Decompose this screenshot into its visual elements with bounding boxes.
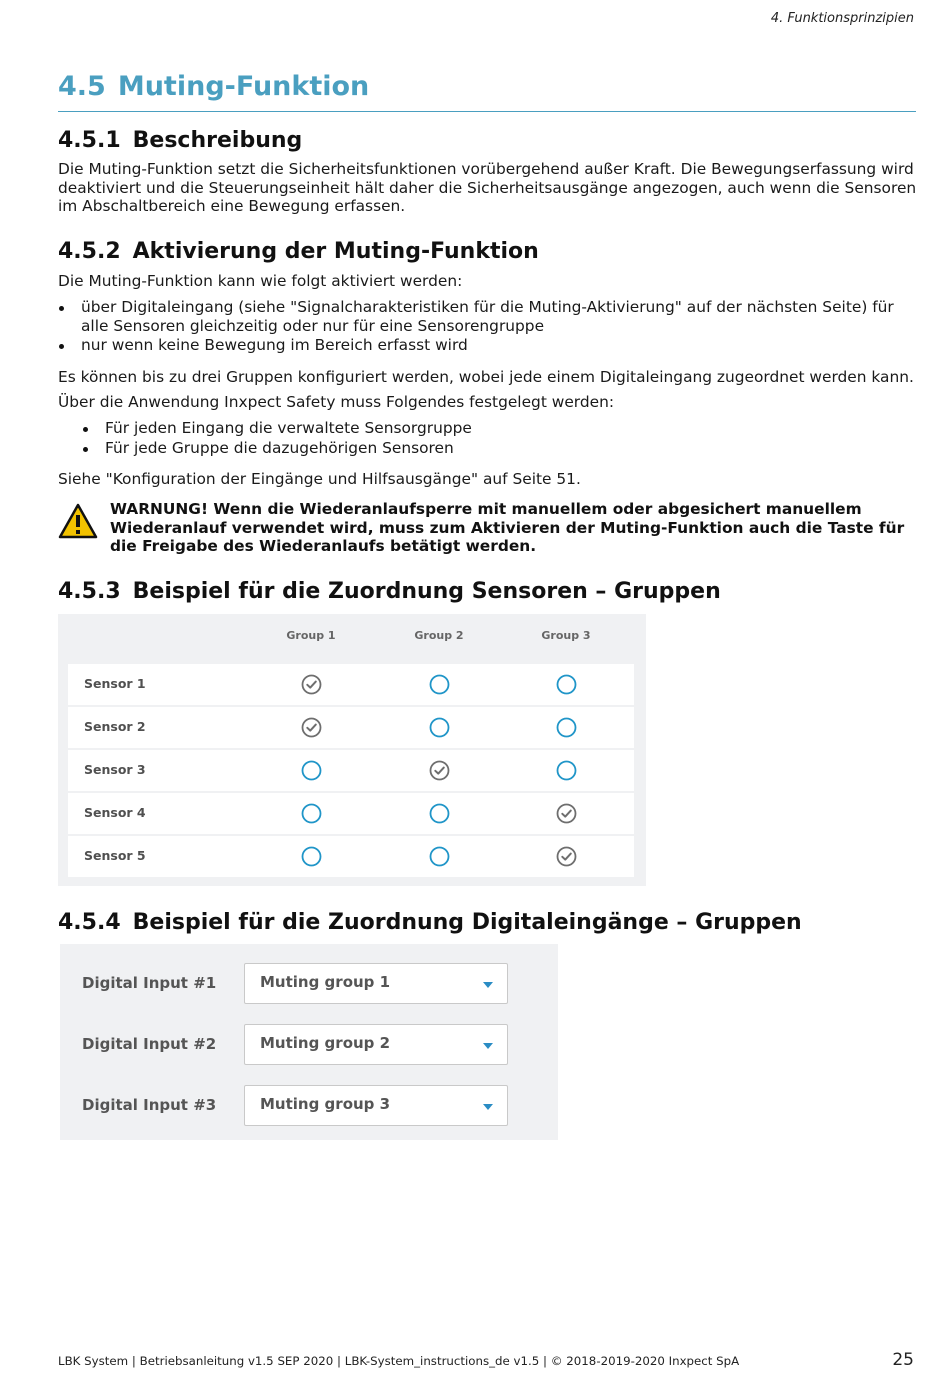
sensor-group-table	[58, 614, 646, 886]
sensor-label: Sensor 2	[84, 719, 146, 734]
heading-sensoren-gruppen	[58, 578, 721, 606]
empty-circle-icon[interactable]	[429, 674, 450, 695]
digital-input-label: Digital Input #3	[82, 1096, 217, 1114]
group-header: Group 3	[541, 629, 591, 642]
empty-circle-icon[interactable]	[429, 717, 450, 738]
page-footer: LBK System | Betriebsanleitung v1.5 SEP 2020 | LBK-System_instructions_de v1.5 | © 2018-2019-2020 Inxpect SpA	[58, 1354, 740, 1368]
table-row	[68, 750, 634, 791]
digital-input-label: Digital Input #2	[82, 1035, 217, 1053]
app-bullets	[82, 419, 912, 458]
list-item: nur wenn keine Bewegung im Bereich erfasst wird	[58, 336, 918, 355]
caret-down-icon	[483, 1043, 493, 1049]
select-value: Muting group 1	[260, 973, 391, 991]
empty-circle-icon[interactable]	[429, 803, 450, 824]
warning-text: WARNUNG! Wenn die Wiederanlaufsperre mit manuellem oder abgesichert manuellem Wiederanlauf verwendet wird, muss zum Aktivieren der Muting-Funktion auch die Taste für die Freigabe des Wiederanlaufs betätigt werden.	[110, 500, 905, 555]
page-number: 25	[892, 1350, 914, 1370]
warning-box	[58, 500, 918, 560]
table-row	[68, 707, 634, 748]
list-item: Für jeden Eingang die verwaltete Sensorgruppe	[82, 419, 912, 438]
sensor-label: Sensor 1	[84, 676, 146, 691]
sensor-label: Sensor 4	[84, 805, 146, 820]
digital-input-row	[60, 1085, 558, 1127]
check-circle-icon[interactable]	[301, 717, 322, 738]
groups-paragraph: Es können bis zu drei Gruppen konfiguriert werden, wobei jede einem Digitaleingang zugeordnet werden kann.	[58, 368, 914, 386]
heading-digitaleingaenge	[58, 909, 802, 937]
heading-text: Beispiel für die Zuordnung Digitaleingänge – Gruppen	[132, 910, 802, 935]
section-title-text: Muting-Funktion	[117, 71, 370, 102]
heading-number: 4.5.1	[58, 128, 121, 153]
activation-bullets	[58, 298, 918, 356]
table-row	[68, 664, 634, 705]
empty-circle-icon[interactable]	[301, 803, 322, 824]
empty-circle-icon[interactable]	[556, 674, 577, 695]
empty-circle-icon[interactable]	[556, 760, 577, 781]
table-row	[68, 836, 634, 877]
select-value: Muting group 3	[260, 1095, 391, 1113]
sensor-label: Sensor 3	[84, 762, 146, 777]
table-row	[68, 793, 634, 834]
activation-intro: Die Muting-Funktion kann wie folgt aktiviert werden:	[58, 272, 463, 290]
digital-input-row	[60, 1024, 558, 1066]
see-reference: Siehe "Konfiguration der Eingänge und Hilfsausgänge" auf Seite 51.	[58, 470, 581, 488]
empty-circle-icon[interactable]	[556, 717, 577, 738]
check-circle-icon[interactable]	[556, 846, 577, 867]
check-circle-icon[interactable]	[429, 760, 450, 781]
check-circle-icon[interactable]	[556, 803, 577, 824]
heading-text: Beschreibung	[132, 128, 303, 153]
sensor-label: Sensor 5	[84, 848, 146, 863]
caret-down-icon	[483, 1104, 493, 1110]
check-circle-icon[interactable]	[301, 674, 322, 695]
digital-input-label: Digital Input #1	[82, 974, 217, 992]
list-item: über Digitaleingang (siehe "Signalcharakteristiken für die Muting-Aktivierung" auf der nächsten Seite) für alle Sensoren gleichzeitig oder nur für eine Sensorengruppe	[58, 298, 918, 335]
select-value: Muting group 2	[260, 1034, 391, 1052]
bullet-dot	[59, 344, 64, 349]
group-header: Group 2	[414, 629, 464, 642]
caret-down-icon	[483, 982, 493, 988]
group-header: Group 1	[286, 629, 336, 642]
bullet-dot	[83, 427, 88, 432]
muting-group-select[interactable]	[244, 1085, 508, 1126]
muting-group-select[interactable]	[244, 1024, 508, 1065]
description-paragraph: Die Muting-Funktion setzt die Sicherheitsfunktionen vorübergehend außer Kraft. Die Bewegungserfassung wird deaktiviert und die Steuerungseinheit hält daher die Sicherheitsausgänge angezogen, auch wenn die Sensoren im Abschaltbereich eine Bewegung erfassen.	[58, 160, 917, 215]
digital-input-row	[60, 963, 558, 1005]
digital-input-panel	[60, 944, 558, 1140]
app-paragraph: Über die Anwendung Inxpect Safety muss Folgendes festgelegt werden:	[58, 393, 615, 411]
section-title	[58, 68, 916, 112]
heading-aktivierung	[58, 238, 539, 266]
heading-number: 4.5.3	[58, 579, 121, 604]
heading-text: Aktivierung der Muting-Funktion	[132, 239, 539, 264]
heading-beschreibung	[58, 127, 302, 155]
warning-triangle-icon	[58, 503, 98, 539]
running-header: 4. Funktionsprinzipien	[770, 11, 914, 26]
list-item: Für jede Gruppe die dazugehörigen Sensoren	[82, 439, 912, 458]
empty-circle-icon[interactable]	[301, 760, 322, 781]
section-number: 4.5	[58, 71, 106, 102]
bullet-dot	[59, 306, 64, 311]
heading-number: 4.5.4	[58, 910, 121, 935]
heading-text: Beispiel für die Zuordnung Sensoren – Gruppen	[132, 579, 721, 604]
empty-circle-icon[interactable]	[301, 846, 322, 867]
bullet-dot	[83, 447, 88, 452]
muting-group-select[interactable]	[244, 963, 508, 1004]
empty-circle-icon[interactable]	[429, 846, 450, 867]
heading-number: 4.5.2	[58, 239, 121, 264]
